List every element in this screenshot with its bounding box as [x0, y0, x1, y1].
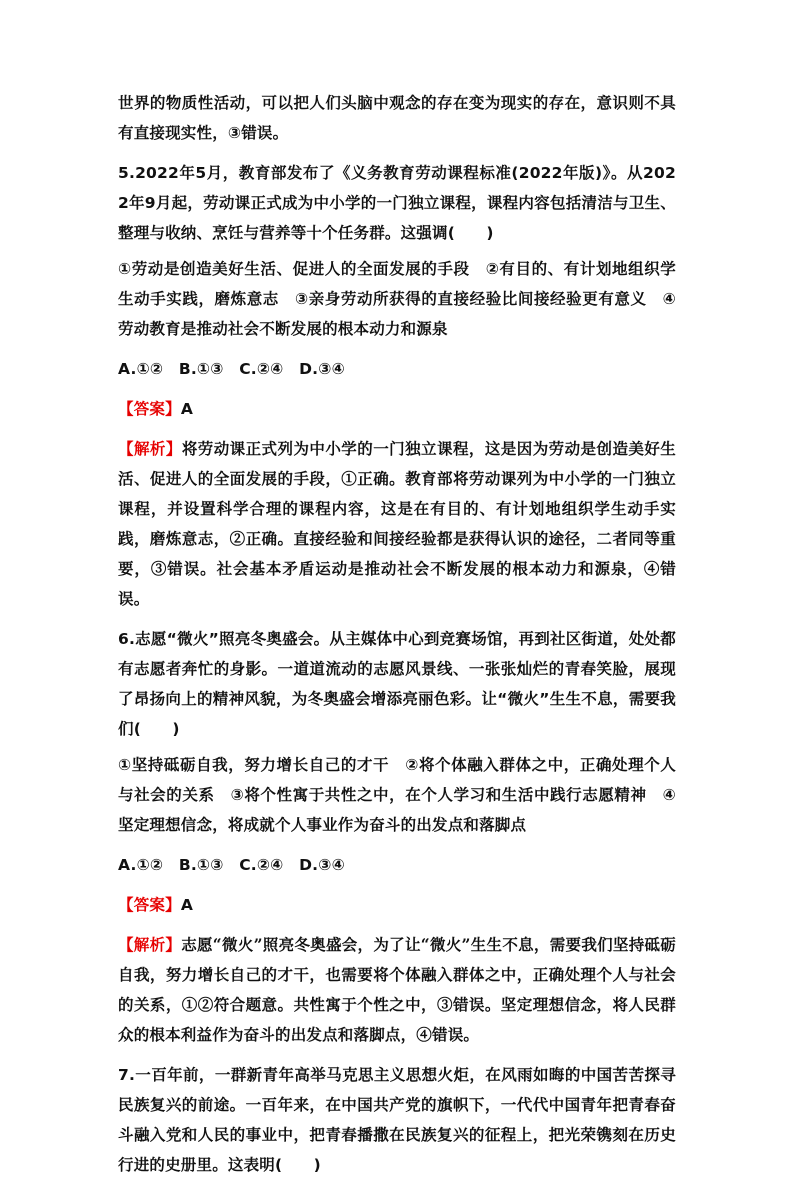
question-5-answer	[118, 394, 676, 424]
question-6-statements: ①坚持砥砺自我，努力增长自己的才干 ②将个体融入群体之中，正确处理个人与社会的关系 ③将个性寓于共性之中，在个人学习和生活中践行志愿精神 ④坚定理想信念，将成就个人事业作为奋斗的出发点和落脚点	[118, 756, 676, 834]
analysis-label: 【解析】	[118, 936, 182, 954]
question-5-option-a: A.①②	[118, 360, 164, 378]
analysis-label: 【解析】	[118, 440, 182, 458]
question-6-option-c: C.②④	[239, 856, 284, 874]
question-5-stem: 5.2022年5月，教育部发布了《义务教育劳动课程标准(2022年版)》。从2022年9月起，劳动课正式成为中小学的一门独立课程，课程内容包括清洁与卫生、整理与收纳、烹饪与营养等十个任务群。这强调( )	[118, 164, 676, 242]
question-6-analysis	[118, 930, 676, 1050]
question-5-option-c: C.②④	[239, 360, 284, 378]
question-5-option-d: D.③④	[299, 360, 345, 378]
question-6-stem: 6.志愿“微火”照亮冬奥盛会。从主媒体中心到竞赛场馆，再到社区街道，处处都有志愿者奔忙的身影。一道道流动的志愿风景线、一张张灿烂的青春笑脸，展现了昂扬向上的精神风貌，为冬奥盛会增添亮丽色彩。让“微火”生生不息，需要我们( )	[118, 630, 676, 738]
question-6-option-d: D.③④	[299, 856, 345, 874]
answer-value: A	[180, 400, 194, 418]
question-6-options	[118, 850, 676, 880]
question-5-option-b: B.①③	[178, 360, 224, 378]
document-content	[118, 88, 676, 1180]
answer-value: A	[180, 896, 194, 914]
analysis-text: 志愿“微火”照亮冬奥盛会，为了让“微火”生生不息，需要我们坚持砥砺自我，努力增长自己的才干，也需要将个体融入群体之中，正确处理个人与社会的关系，①②符合题意。共性寓于个性之中，③错误。坚定理想信念，将人民群众的根本利益作为奋斗的出发点和落脚点，④错误。	[118, 935, 676, 1044]
question-7-stem: 7.一百年前，一群新青年高举马克思主义思想火炬，在风雨如晦的中国苦苦探寻民族复兴的前途。一百年来，在中国共产党的旗帜下，一代代中国青年把青春奋斗融入党和人民的事业中，把青春播撒在民族复兴的征程上，把光荣镌刻在历史行进的史册里。这表明( )	[118, 1066, 676, 1174]
question-5-statements: ①劳动是创造美好生活、促进人的全面发展的手段 ②有目的、有计划地组织学生动手实践，磨炼意志 ③亲身劳动所获得的直接经验比间接经验更有意义 ④劳动教育是推动社会不断发展的根本动力和源泉	[118, 260, 676, 338]
question-5-options	[118, 354, 676, 384]
answer-label: 【答案】	[118, 400, 181, 418]
question-6-answer	[118, 890, 676, 920]
question-6-option-b: B.①③	[178, 856, 224, 874]
continuation-text: 世界的物质性活动，可以把人们头脑中观念的存在变为现实的存在，意识则不具有直接现实性，③错误。	[118, 94, 676, 142]
question-6-option-a: A.①②	[118, 856, 164, 874]
analysis-text: 将劳动课正式列为中小学的一门独立课程，这是因为劳动是创造美好生活、促进人的全面发展的手段，①正确。教育部将劳动课列为中小学的一门独立课程，并设置科学合理的课程内容，这是在有目的、有计划地组织学生动手实践，磨炼意志，②正确。直接经验和间接经验都是获得认识的途径，二者同等重要，③错误。社会基本矛盾运动是推动社会不断发展的根本动力和源泉，④错误。	[118, 439, 677, 608]
answer-label: 【答案】	[118, 896, 181, 914]
question-5-analysis	[118, 434, 676, 614]
